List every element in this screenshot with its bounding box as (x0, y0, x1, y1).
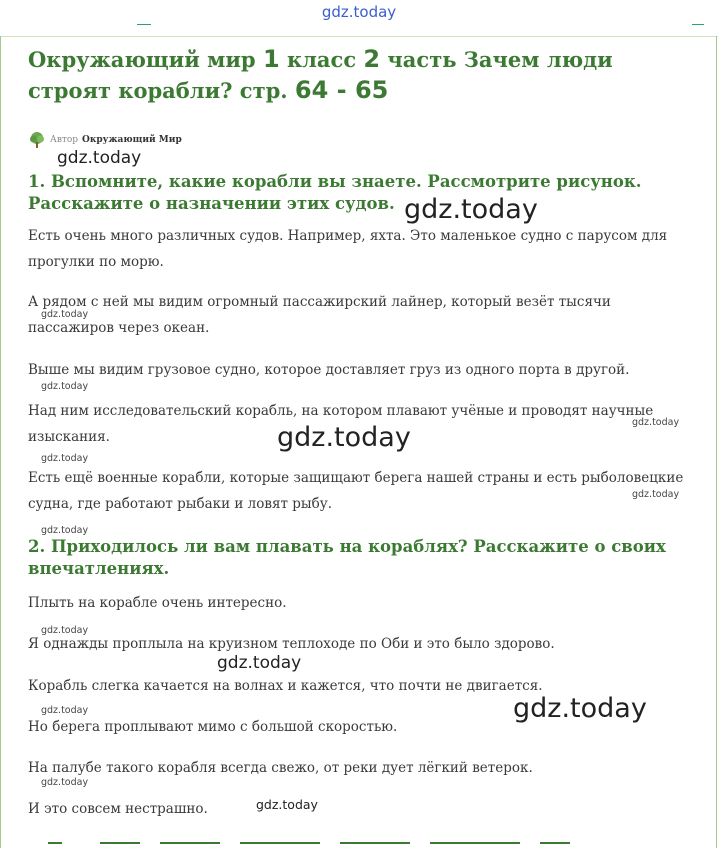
section-2-paragraph: На палубе такого корабля всегда свежо, от реки дует лёгкий ветерок. (28, 760, 533, 776)
title-text: часть Зачем люди строят корабли? стр. (28, 47, 613, 103)
content-left-border (0, 36, 1, 848)
section-2-paragraph: Но берега проплывают мимо с большой скоростью. (28, 719, 398, 735)
section-2-paragraph: Корабль слегка качается на волнах и кажется, что почти не двигается. (28, 678, 543, 694)
section-2-paragraph: Я однажды проплыла на круизном теплоходе по Оби и это было здорово. (28, 636, 555, 652)
section-1-paragraph: Над ним исследовательский корабль, на котором плавают учёные и проводят научные изыскания. (28, 403, 654, 445)
title-text: Окружающий мир (28, 47, 263, 72)
section-2-heading: 2. Приходилось ли вам плавать на кораблях? Расскажите о своих впечатлениях. (28, 537, 666, 578)
section-1-paragraph: Выше мы видим грузовое судно, которое доставляет груз из одного порта в другой. (28, 362, 630, 378)
section-1-paragraph: Есть очень много различных судов. Например, яхта. Это маленькое судно с парусом для прогулки по морю. (28, 228, 668, 270)
section-1-paragraph: Есть ещё военные корабли, которые защищают берега нашей страны и есть рыболовецкие судна, где работают рыбаки и ловят рыбу. (28, 470, 684, 512)
watermark: gdz.today (57, 148, 142, 168)
watermark: gdz.today (41, 525, 89, 536)
watermark: gdz.today (41, 453, 89, 464)
watermark: gdz.today (513, 693, 647, 724)
watermark: gdz.today (404, 194, 538, 225)
watermark: gdz.today (277, 422, 411, 453)
section-1-paragraph: А рядом с ней мы видим огромный пассажирский лайнер, который везёт тысячи пассажиров через океан. (28, 294, 611, 336)
page-title (28, 44, 698, 106)
watermark: gdz.today (41, 625, 89, 636)
section-2-paragraph: Плыть на корабле очень интересно. (28, 595, 287, 611)
top-accent-left (137, 24, 151, 25)
watermark: gdz.today (632, 417, 680, 428)
section-1-heading: 1. Вспомните, какие корабли вы знаете. Рассмотрите рисунок. Расскажите о назначении этих судов. (28, 172, 642, 213)
watermark: gdz.today (632, 489, 680, 500)
watermark: gdz.today (256, 797, 318, 812)
content-top-border (0, 36, 718, 37)
watermark: gdz.today (41, 309, 89, 320)
title-grade-number: 1 (262, 45, 280, 73)
next-heading-fragment (40, 842, 680, 844)
site-logo[interactable]: gdz.today (321, 3, 397, 21)
author-line (28, 130, 182, 150)
section-2-paragraph: И это совсем нестрашно. (28, 801, 208, 817)
title-page-range: 64 - 65 (294, 76, 389, 104)
top-accent-right (692, 24, 704, 25)
content-right-border (716, 36, 717, 848)
title-text: класс (279, 47, 364, 72)
watermark: gdz.today (41, 777, 89, 788)
title-part-number: 2 (363, 45, 381, 73)
tree-icon (28, 131, 46, 149)
watermark: gdz.today (217, 653, 302, 673)
author-label: Автор (50, 135, 79, 145)
watermark: gdz.today (41, 381, 89, 392)
author-name[interactable]: Окружающий Мир (82, 135, 182, 145)
watermark: gdz.today (41, 705, 89, 716)
top-bar (0, 0, 718, 36)
